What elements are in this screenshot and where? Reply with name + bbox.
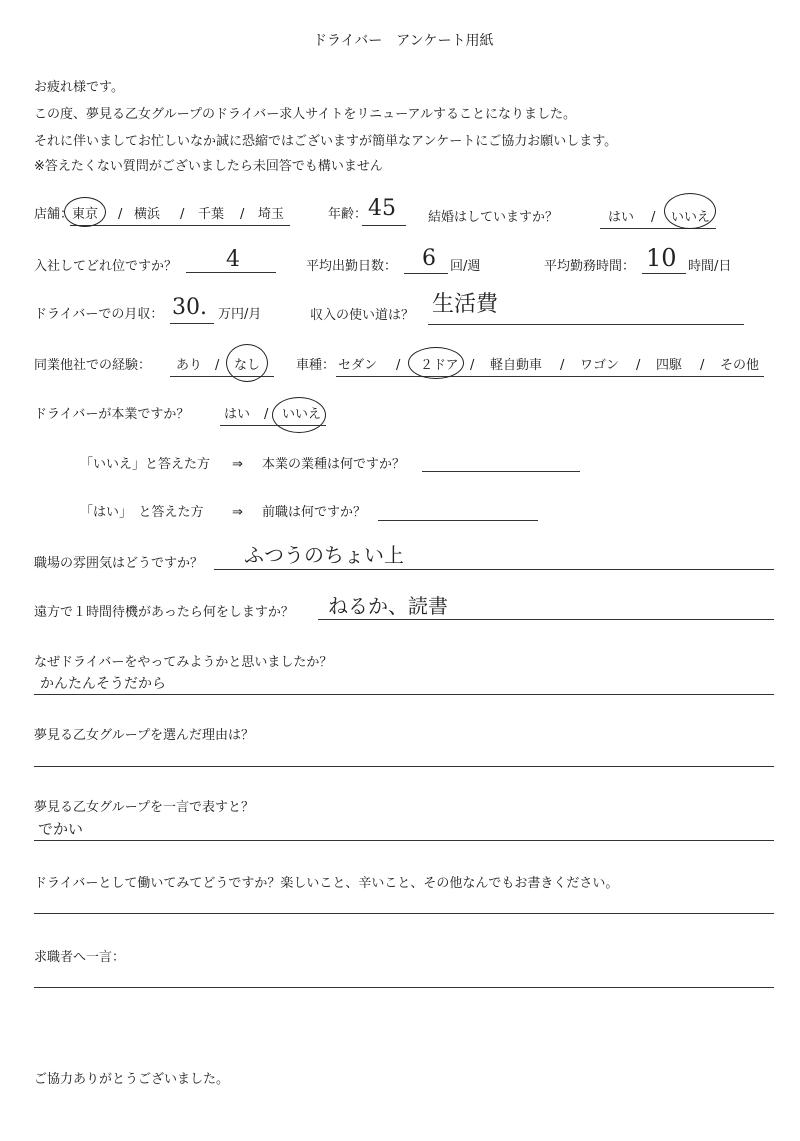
age-answer[interactable]: 45	[368, 196, 396, 221]
car-option-2door[interactable]: ２ドア	[420, 358, 459, 373]
income-unit: 万円/月	[218, 307, 262, 322]
if-no-underline	[422, 471, 580, 472]
experience-free-underline	[34, 913, 774, 914]
car-selected-circle	[408, 347, 464, 379]
reason-underline	[34, 766, 774, 767]
experience-label: 同業他社での経験：	[34, 358, 152, 373]
age-underline	[362, 225, 406, 226]
income-underline	[170, 323, 214, 324]
car-label: 車種：	[296, 358, 336, 373]
married-option-yes[interactable]: はい	[608, 210, 635, 225]
experience-sep: /	[215, 358, 220, 373]
main-job-sep: /	[264, 407, 269, 422]
car-sep: /	[470, 358, 475, 373]
page-title: ドライバー アンケート用紙	[313, 33, 494, 49]
wait-label: 遠方で１時間待機があったら何をしますか？	[34, 605, 294, 620]
car-option-wagon[interactable]: ワゴン	[580, 358, 620, 373]
store-option-chiba[interactable]: 千葉	[198, 207, 225, 222]
car-option-sedan[interactable]: セダン	[338, 358, 378, 373]
if-no-prefix: 「いいえ」と答えた方	[80, 457, 211, 472]
experience-option-no[interactable]: なし	[234, 358, 261, 373]
usage-underline	[428, 324, 744, 325]
age-label: 年齢：	[328, 207, 368, 222]
store-sep: /	[118, 207, 123, 222]
intro-line-2: この度、夢見る乙女グループのドライバー求人サイトをリニューアルすることになりました。	[34, 107, 576, 122]
tenure-answer[interactable]: 4	[226, 247, 240, 272]
attendance-underline	[404, 273, 448, 274]
store-sep: /	[180, 207, 185, 222]
usage-label: 収入の使い道は？	[310, 308, 415, 323]
car-sep: /	[396, 358, 401, 373]
car-underline	[336, 376, 764, 377]
atmosphere-underline	[214, 569, 774, 570]
married-label: 結婚はしていますか？	[428, 210, 559, 225]
one-word-label: 夢見る乙女グループを一言で表すと？	[34, 800, 254, 815]
if-yes-prefix: 「はい」 と答えた方	[80, 505, 204, 520]
store-option-saitama[interactable]: 埼玉	[258, 207, 285, 222]
message-label: 求職者へ一言：	[34, 950, 126, 965]
one-word-answer[interactable]: でかい	[38, 820, 84, 838]
if-yes-underline	[378, 520, 538, 521]
if-yes-question: 前職は何ですか？	[262, 505, 367, 520]
attendance-answer[interactable]: 6	[422, 246, 436, 271]
main-job-label: ドライバーが本業ですか？	[34, 407, 190, 422]
experience-option-yes[interactable]: あり	[176, 358, 203, 373]
hours-underline	[642, 273, 686, 274]
car-option-kei[interactable]: 軽自動車	[490, 358, 543, 373]
married-selected-circle	[664, 193, 716, 229]
store-underline	[70, 225, 290, 226]
atmosphere-answer[interactable]: ふつうのちょい上	[244, 543, 404, 567]
car-option-4wd[interactable]: 四駆	[656, 358, 683, 373]
main-job-selected-circle	[272, 397, 326, 433]
why-underline	[34, 694, 774, 695]
wait-underline	[318, 619, 774, 620]
store-option-tokyo[interactable]: 東京	[72, 207, 99, 222]
car-option-other[interactable]: その他	[720, 358, 760, 373]
atmosphere-label: 職場の雰囲気はどうですか？	[34, 556, 204, 571]
message-underline	[34, 987, 774, 988]
intro-line-4: ※答えたくない質問がございましたら未回答でも構いません	[34, 159, 383, 174]
wait-answer[interactable]: ねるか、読書	[328, 594, 448, 618]
reason-label: 夢見る乙女グループを選んだ理由は？	[34, 728, 254, 743]
experience-selected-circle	[226, 344, 268, 382]
main-job-option-yes[interactable]: はい	[224, 407, 251, 422]
thanks-text: ご協力ありがとうございました。	[34, 1072, 230, 1087]
married-underline	[600, 228, 716, 229]
store-sep: /	[240, 207, 245, 222]
income-answer[interactable]: 30.	[172, 295, 207, 320]
arrow-icon: ⇒	[232, 505, 243, 520]
experience-free-label: ドライバーとして働いてみてどうですか？楽しいこと、辛いこと、その他なんでもお書きください。	[34, 876, 619, 891]
intro-line-3: それに伴いましてお忙しいなか誠に恐縮ではございますが簡単なアンケートにご協力お願いします。	[34, 134, 618, 149]
why-label: なぜドライバーをやってみようかと思いましたか？	[34, 655, 333, 670]
married-option-no[interactable]: いいえ	[671, 210, 711, 225]
attendance-label: 平均出勤日数：	[306, 259, 398, 274]
hours-answer[interactable]: 10	[646, 244, 677, 272]
car-sep: /	[700, 358, 705, 373]
if-no-question: 本業の業種は何ですか？	[262, 457, 406, 472]
tenure-underline	[186, 272, 276, 273]
attendance-unit: 回/週	[450, 259, 481, 274]
one-word-underline	[34, 840, 774, 841]
hours-unit: 時間/日	[688, 259, 732, 274]
arrow-icon: ⇒	[232, 457, 243, 472]
intro-line-1: お疲れ様です。	[34, 80, 124, 95]
tenure-label: 入社してどれ位ですか？	[34, 259, 178, 274]
married-sep: /	[651, 210, 656, 225]
store-selected-circle	[64, 197, 106, 227]
main-job-option-no[interactable]: いいえ	[282, 407, 322, 422]
why-answer[interactable]: かんたんそうだから	[40, 676, 166, 692]
car-sep: /	[636, 358, 641, 373]
store-option-yokohama[interactable]: 横浜	[134, 207, 161, 222]
income-label: ドライバーでの月収：	[34, 307, 164, 322]
usage-answer[interactable]: 生活費	[432, 292, 499, 317]
store-label: 店舗：	[34, 207, 74, 222]
hours-label: 平均勤務時間：	[544, 259, 636, 274]
car-sep: /	[560, 358, 565, 373]
